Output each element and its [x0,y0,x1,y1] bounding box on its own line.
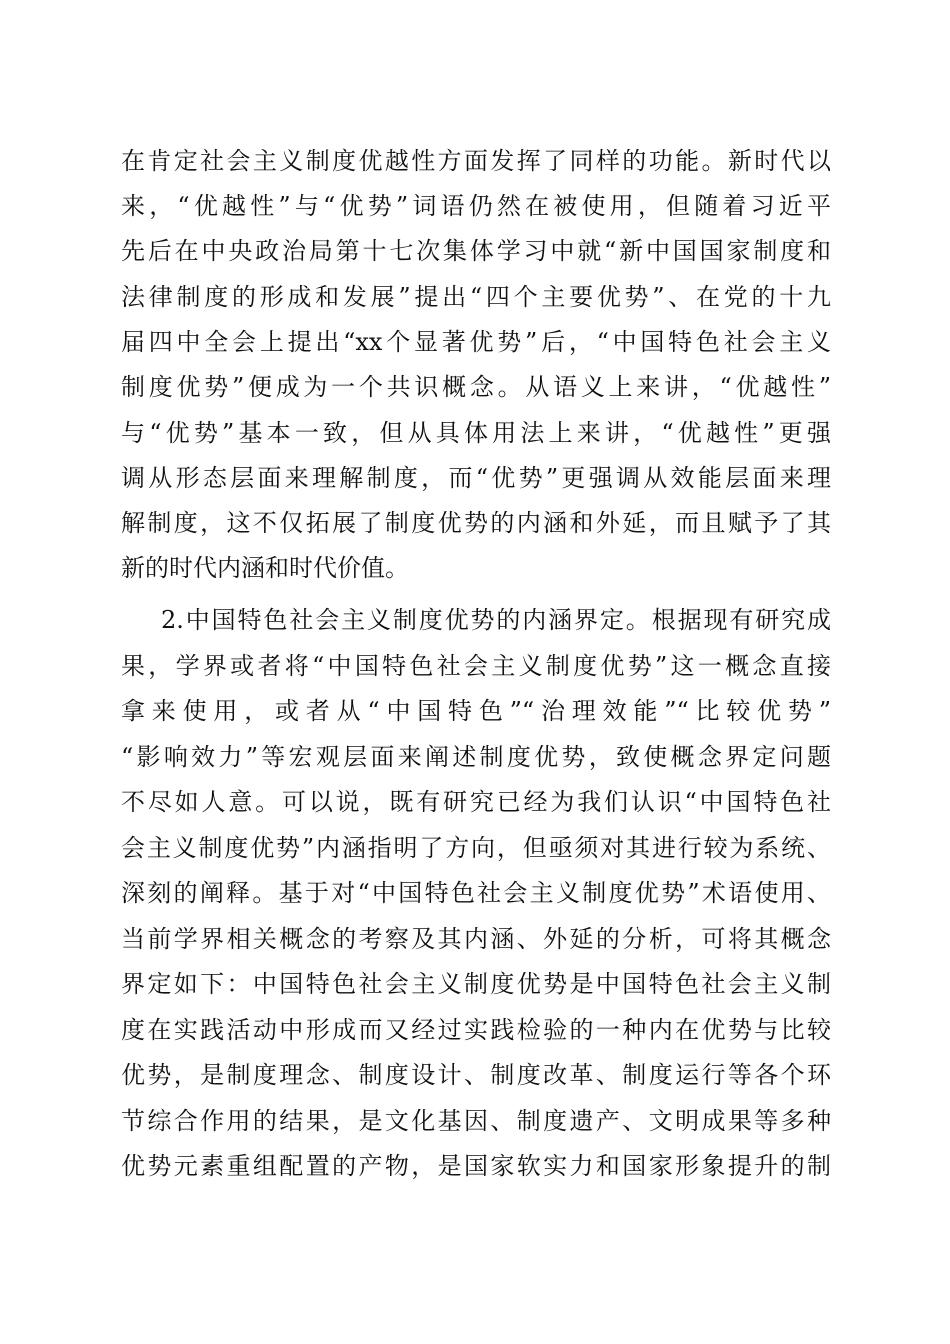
text-line: 新的时代内涵和时代价值。 [121,554,409,582]
text-line: 届四中全会上提出“xx个显著优势”后，“中国特色社会主义 [121,328,831,356]
text-line: 优势元素重组配置的产物，是国家软实力和国家形象提升的制 [121,1152,831,1180]
text-line: 来，“优越性”与“优势”词语仍然在被使用，但随着习近平 [121,192,831,220]
text-line: 界定如下：中国特色社会主义制度优势是中国特色社会主义制 [121,970,831,998]
text-line: 不尽如人意。可以说，既有研究已经为我们认识“中国特色社 [121,788,831,816]
text-line: 会主义制度优势”内涵指明了方向，但亟须对其进行较为系统、 [121,834,831,862]
text-line: 制度优势”便成为一个共识概念。从语义上来讲，“优越性” [121,373,831,401]
text-line: 深刻的阐释。基于对“中国特色社会主义制度优势”术语使用、 [121,879,831,907]
text-line: 当前学界相关概念的考察及其内涵、外延的分析，可将其概念 [121,925,831,953]
text-line: 2.中国特色社会主义制度优势的内涵界定。根据现有研究成 [161,606,831,634]
text-line: 优势，是制度理念、制度设计、制度改革、制度运行等各个环 [121,1061,831,1089]
text-line: 度在实践活动中形成而又经过实践检验的一种内在优势与比较 [121,1016,831,1044]
text-line: 解制度，这不仅拓展了制度优势的内涵和外延，而且赋予了其 [121,509,831,537]
text-line: “影响效力”等宏观层面来阐述制度优势，致使概念界定问题 [121,743,831,771]
text-line: 法律制度的形成和发展”提出“四个主要优势”、在党的十九 [121,283,831,311]
text-line: 果，学界或者将“中国特色社会主义制度优势”这一概念直接 [121,652,831,680]
text-line: 在肯定社会主义制度优越性方面发挥了同样的功能。新时代以 [121,147,831,175]
text-line: 调从形态层面来理解制度，而“优势”更强调从效能层面来理 [121,464,831,492]
text-line: 先后在中央政治局第十七次集体学习中就“新中国国家制度和 [121,237,831,265]
text-line: 与“优势”基本一致，但从具体用法上来讲，“优越性”更强 [121,419,831,447]
text-line: 节综合作用的结果，是文化基因、制度遗产、文明成果等多种 [121,1107,831,1135]
text-line: 拿来使用，或者从“中国特色”“治理效能”“比较优势” [121,697,831,725]
